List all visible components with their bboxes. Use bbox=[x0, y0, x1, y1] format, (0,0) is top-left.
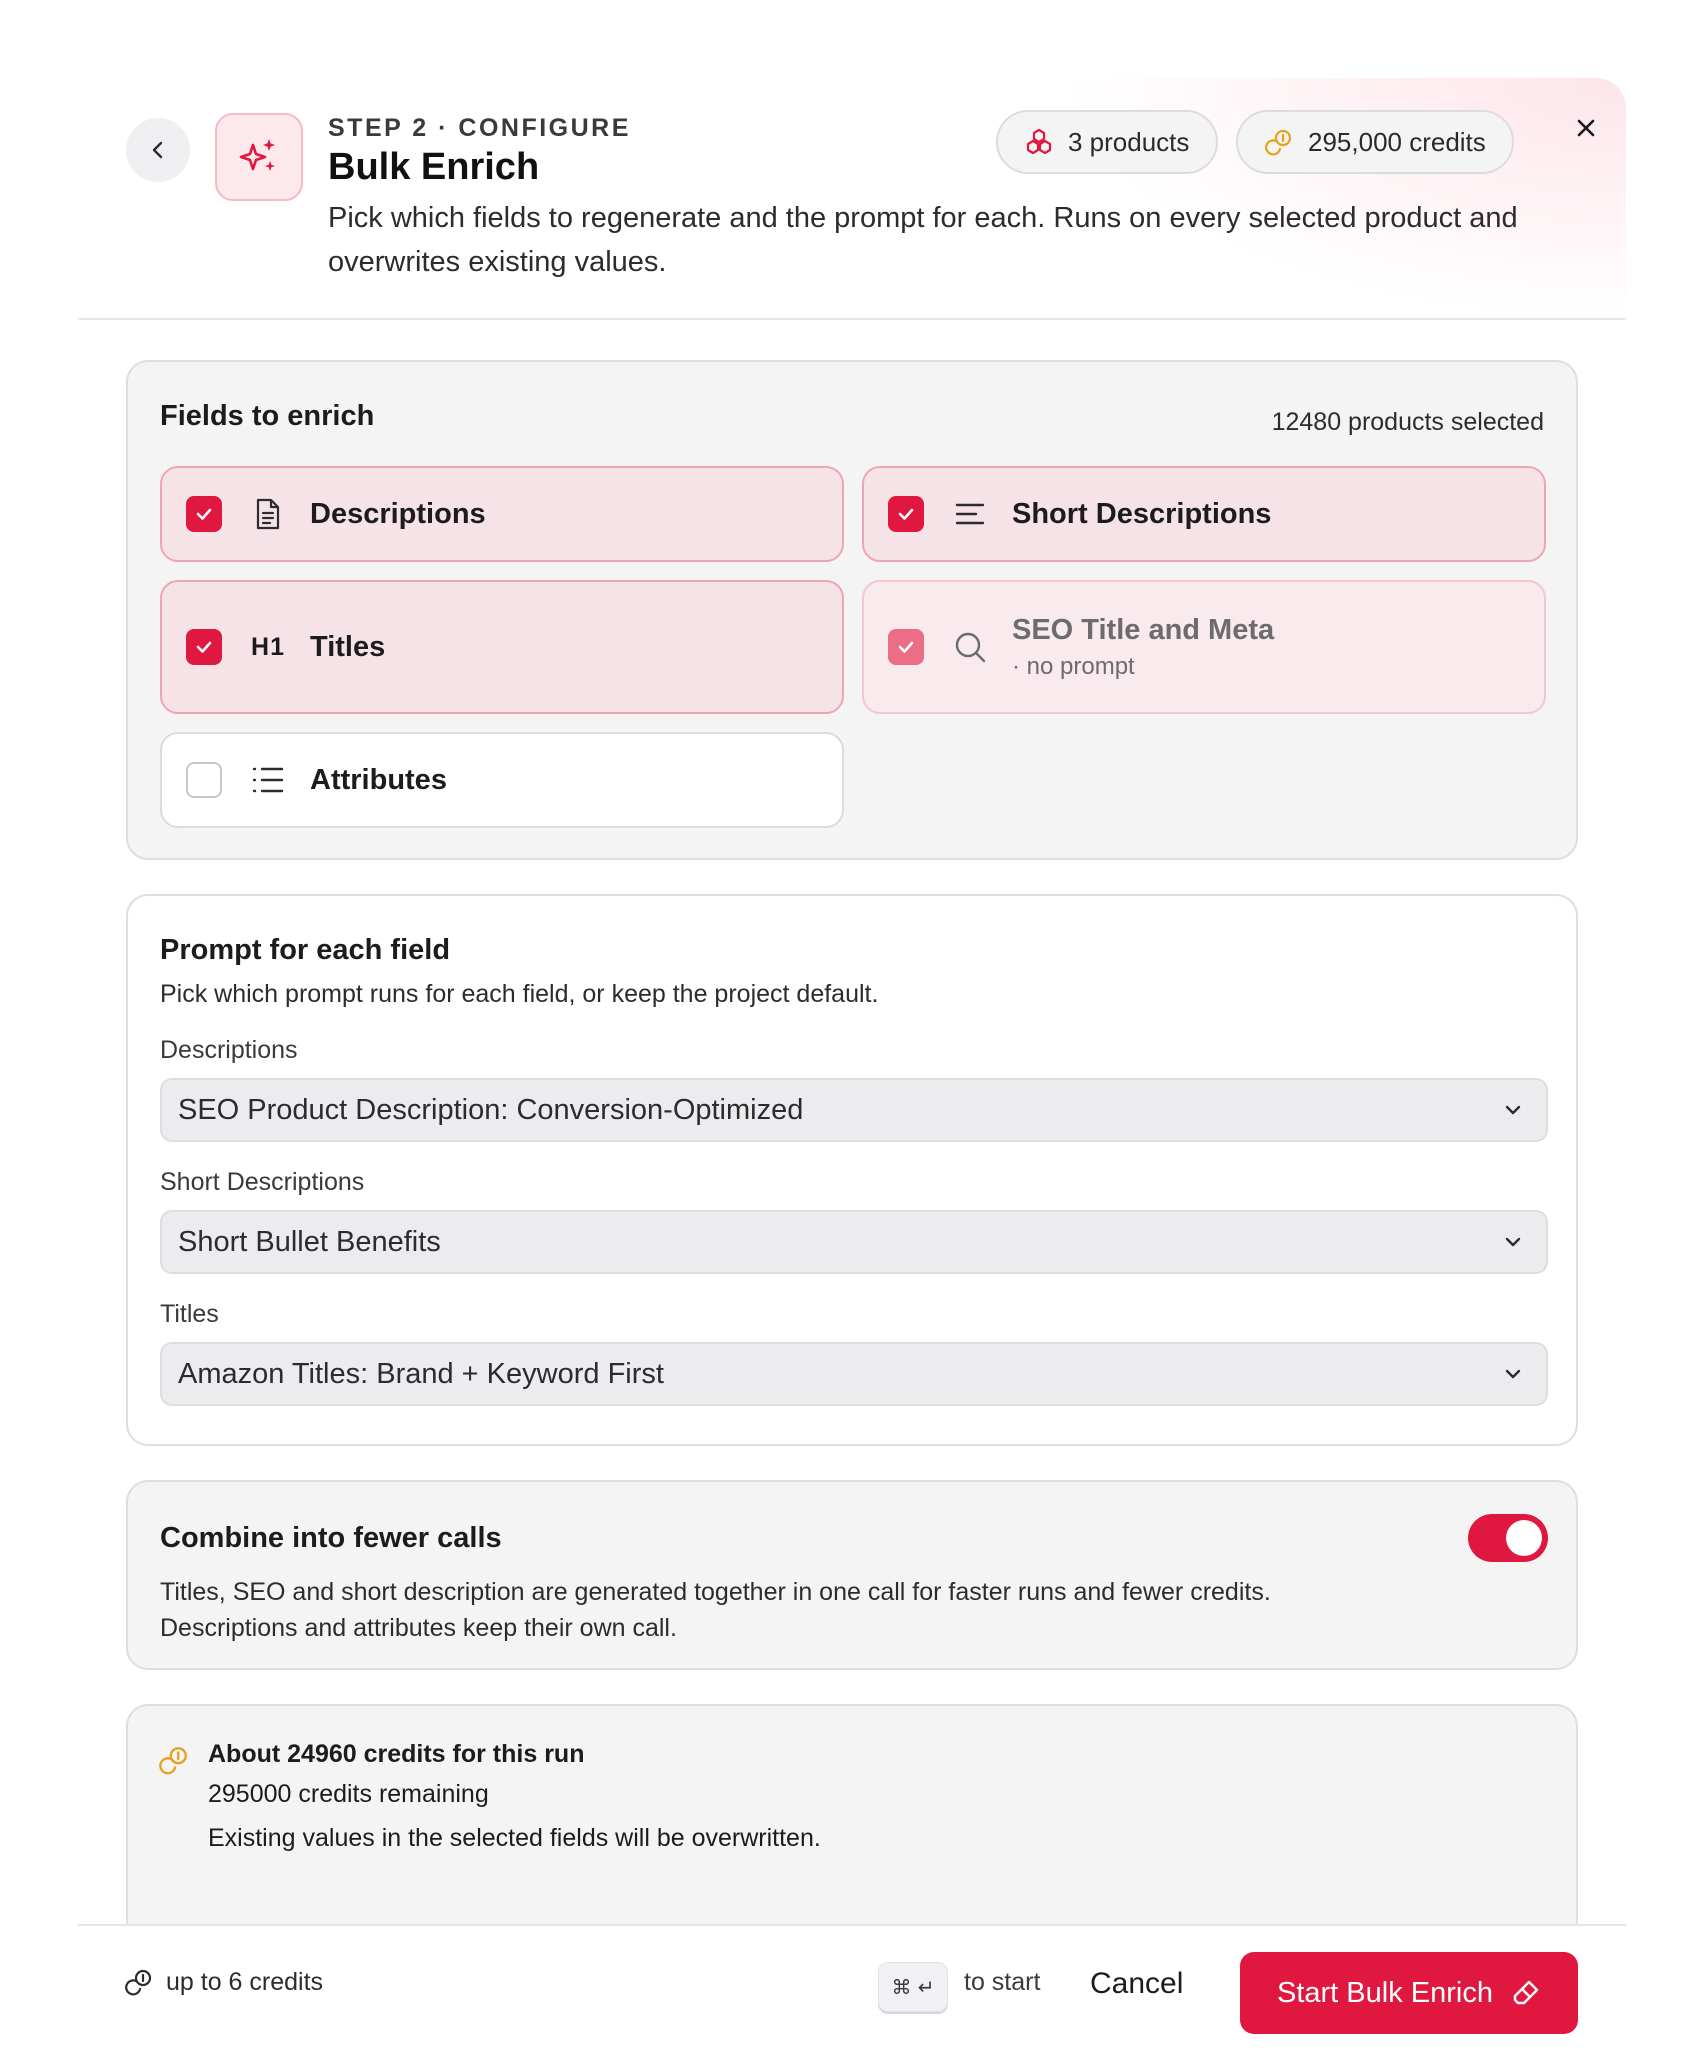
checkbox-checked[interactable] bbox=[186, 496, 222, 532]
bulk-enrich-modal bbox=[78, 78, 1626, 2038]
checkbox-checked[interactable] bbox=[888, 496, 924, 532]
products-count: 3 products bbox=[1068, 126, 1190, 157]
fields-title: Fields to enrich bbox=[160, 400, 375, 432]
select-value: SEO Product Description: Conversion-Optimized bbox=[178, 1093, 804, 1126]
footer-credits bbox=[124, 1926, 323, 2038]
field-label: Titles bbox=[310, 630, 386, 663]
shortcut-hint: to start bbox=[964, 1968, 1041, 1996]
products-pill bbox=[996, 110, 1218, 174]
lines-icon bbox=[950, 494, 990, 534]
modal-title: Bulk Enrich bbox=[328, 146, 540, 188]
combine-line-2: Descriptions and attributes keep their own call. bbox=[160, 1614, 677, 1642]
checkbox-unchecked[interactable] bbox=[186, 762, 222, 798]
checkbox-checked-disabled[interactable] bbox=[888, 629, 924, 665]
credits-estimate: About 24960 credits for this run bbox=[208, 1740, 585, 1768]
no-prompt-note: · no prompt bbox=[1012, 652, 1135, 680]
h1-icon bbox=[248, 627, 288, 667]
back-button[interactable] bbox=[126, 118, 190, 182]
prompt-select-descriptions[interactable] bbox=[160, 1078, 1548, 1142]
fields-panel bbox=[126, 360, 1578, 860]
credits-pill bbox=[1236, 110, 1514, 174]
credits-balance: 295,000 credits bbox=[1308, 126, 1486, 157]
prompt-title: Prompt for each field bbox=[160, 934, 451, 966]
prompt-select-short-descriptions[interactable] bbox=[160, 1210, 1548, 1274]
combine-panel bbox=[126, 1480, 1578, 1670]
keyboard-shortcut: ⌘ ↵ bbox=[878, 1962, 948, 2012]
combine-title: Combine into fewer calls bbox=[160, 1522, 502, 1554]
chevron-left-icon bbox=[146, 138, 170, 162]
checkbox-checked[interactable] bbox=[186, 629, 222, 665]
footer-credits-label: up to 6 credits bbox=[166, 1967, 324, 1996]
select-label-titles: Titles bbox=[160, 1300, 219, 1328]
field-label: Short Descriptions bbox=[1012, 497, 1272, 530]
close-icon bbox=[1574, 116, 1598, 140]
field-label: SEO Title and Meta bbox=[1012, 613, 1275, 646]
close-button[interactable] bbox=[1562, 104, 1610, 152]
field-label: Descriptions bbox=[310, 497, 486, 530]
credits-remaining: 295000 credits remaining bbox=[208, 1780, 489, 1808]
field-short-descriptions[interactable] bbox=[862, 466, 1546, 562]
cubes-icon bbox=[1024, 127, 1054, 157]
search-icon bbox=[950, 627, 990, 667]
start-bulk-enrich-button[interactable] bbox=[1240, 1952, 1578, 2034]
coins-icon bbox=[158, 1744, 190, 1781]
cancel-button[interactable]: Cancel bbox=[1090, 1967, 1184, 2000]
field-attributes[interactable] bbox=[160, 732, 844, 828]
chevron-down-icon bbox=[1502, 1363, 1524, 1385]
prompt-panel bbox=[126, 894, 1578, 1446]
field-titles[interactable] bbox=[160, 580, 844, 714]
select-label-short-descriptions: Short Descriptions bbox=[160, 1168, 365, 1196]
sparkles-icon bbox=[215, 113, 303, 201]
h1-glyph: H1 bbox=[251, 632, 285, 661]
start-button-label: Start Bulk Enrich bbox=[1277, 1976, 1493, 2009]
modal-description: Pick which fields to regenerate and the prompt for each. Runs on every selected product and overwrites existing values. bbox=[328, 202, 1518, 278]
prompt-select-titles[interactable] bbox=[160, 1342, 1548, 1406]
combine-description bbox=[160, 1574, 1360, 1646]
chevron-down-icon bbox=[1502, 1099, 1524, 1121]
field-seo-title-meta[interactable] bbox=[862, 580, 1546, 714]
combine-line-1: Titles, SEO and short description are generated together in one call for faster runs and fewer credits. bbox=[160, 1578, 1271, 1606]
modal-header bbox=[78, 78, 1626, 320]
select-value: Amazon Titles: Brand + Keyword First bbox=[178, 1357, 664, 1390]
combine-toggle[interactable] bbox=[1468, 1514, 1548, 1562]
chevron-down-icon bbox=[1502, 1231, 1524, 1253]
overwrite-warning: Existing values in the selected fields will be overwritten. bbox=[208, 1824, 821, 1852]
select-value: Short Bullet Benefits bbox=[178, 1225, 441, 1258]
list-icon bbox=[248, 760, 288, 800]
selected-count: 12480 products selected bbox=[1271, 408, 1544, 436]
eraser-icon bbox=[1511, 1978, 1541, 2008]
toggle-knob bbox=[1506, 1520, 1542, 1556]
modal-footer bbox=[78, 1924, 1626, 2038]
select-label-descriptions: Descriptions bbox=[160, 1036, 298, 1064]
coins-icon bbox=[1264, 127, 1294, 157]
field-label: Attributes bbox=[310, 763, 447, 796]
field-descriptions[interactable] bbox=[160, 466, 844, 562]
field-label-group bbox=[1012, 614, 1274, 681]
coins-icon bbox=[124, 1967, 154, 1997]
document-icon bbox=[248, 494, 288, 534]
prompt-subtitle: Pick which prompt runs for each field, or keep the project default. bbox=[160, 980, 879, 1008]
step-label: STEP 2 · CONFIGURE bbox=[328, 114, 631, 142]
